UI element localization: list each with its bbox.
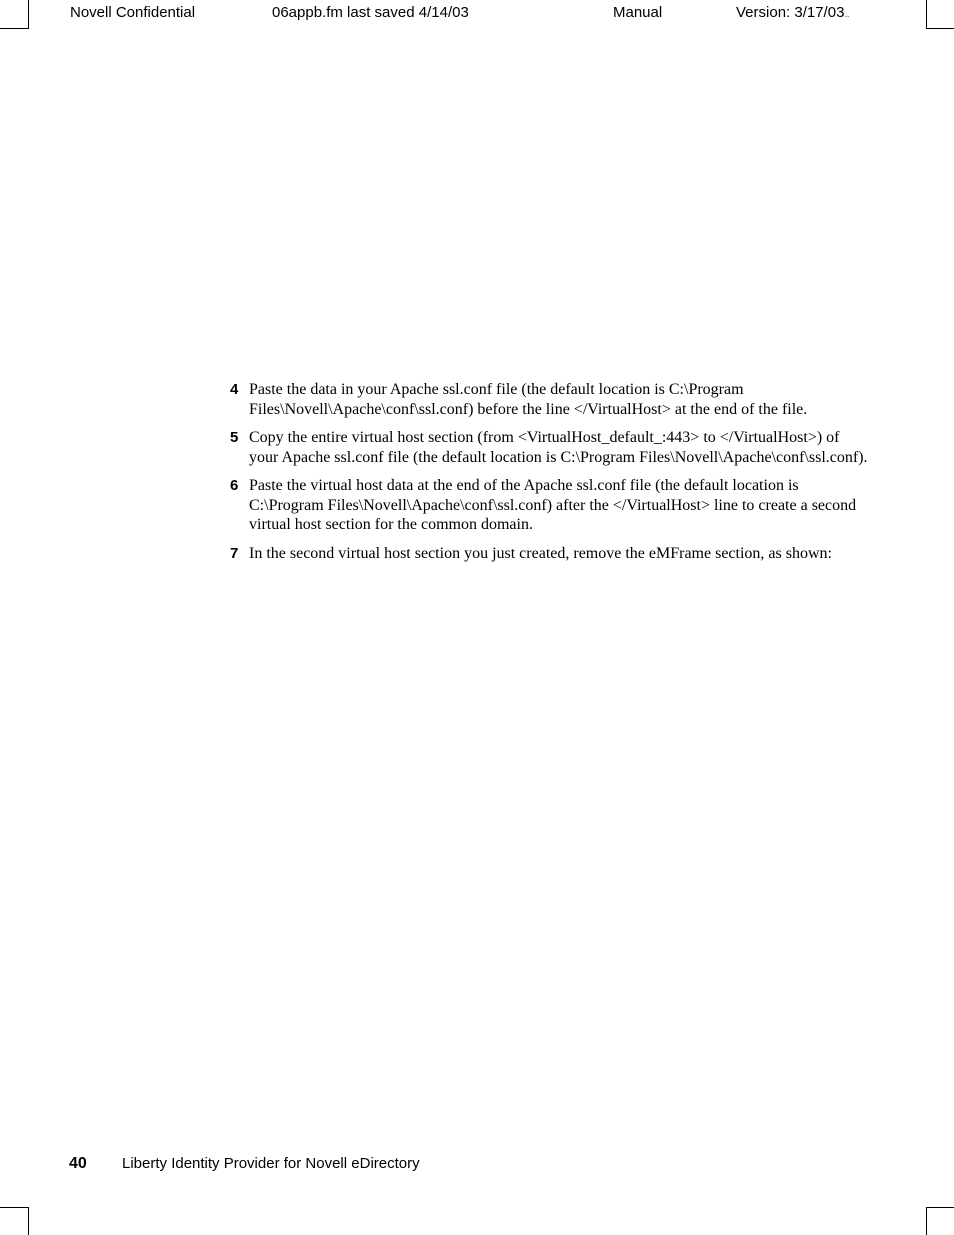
crop-mark-bottom-left-vertical	[28, 1207, 29, 1235]
step-7	[230, 544, 870, 564]
header-version	[736, 4, 849, 25]
crop-mark-top-left-vertical	[28, 0, 29, 29]
header-version-mark: ...	[844, 13, 850, 19]
footer-book-title: Liberty Identity Provider for Novell eDirectory	[122, 1155, 420, 1172]
crop-mark-top-right-vertical	[926, 0, 927, 29]
step-6	[230, 476, 870, 535]
crop-mark-bottom-left-horizontal	[0, 1207, 28, 1208]
step-number: 6	[230, 477, 239, 494]
step-5	[230, 428, 870, 467]
crop-mark-bottom-right-horizontal	[926, 1207, 954, 1208]
step-4	[230, 380, 870, 419]
header-confidential: Novell Confidential	[70, 4, 196, 21]
step-text: In the second virtual host section you just created, remove the eMFrame section, as shown:	[249, 544, 832, 562]
header-doc-type: Manual	[613, 4, 663, 21]
procedure-steps	[230, 380, 870, 572]
step-text: Copy the entire virtual host section (from <VirtualHost_default_:443> to </VirtualHost>) of your Apache ssl.conf file (the default location is C:\Program Files\Novell\Apache\conf\ssl.conf).	[249, 429, 868, 466]
step-number: 7	[230, 544, 239, 562]
step-text: Paste the virtual host data at the end of the Apache ssl.conf file (the default location is C:\Program Files\Novell\Apache\conf\ssl.conf) after the </VirtualHost> line to create a second virtual host section for the common domain.	[249, 477, 857, 533]
crop-mark-bottom-right-vertical	[926, 1207, 927, 1235]
header-version-text: Version: 3/17/03	[736, 4, 845, 21]
crop-mark-top-left-horizontal	[0, 28, 28, 29]
step-text: Paste the data in your Apache ssl.conf file (the default location is C:\Program Files\Novell\Apache\conf\ssl.conf) before the line </VirtualHost> at the end of the file.	[249, 381, 808, 418]
step-number: 4	[230, 381, 239, 398]
header-file-saved: 06appb.fm last saved 4/14/03	[272, 4, 469, 21]
crop-mark-top-right-horizontal	[926, 28, 954, 29]
footer-page-number: 40	[69, 1155, 87, 1172]
step-number: 5	[230, 429, 239, 446]
